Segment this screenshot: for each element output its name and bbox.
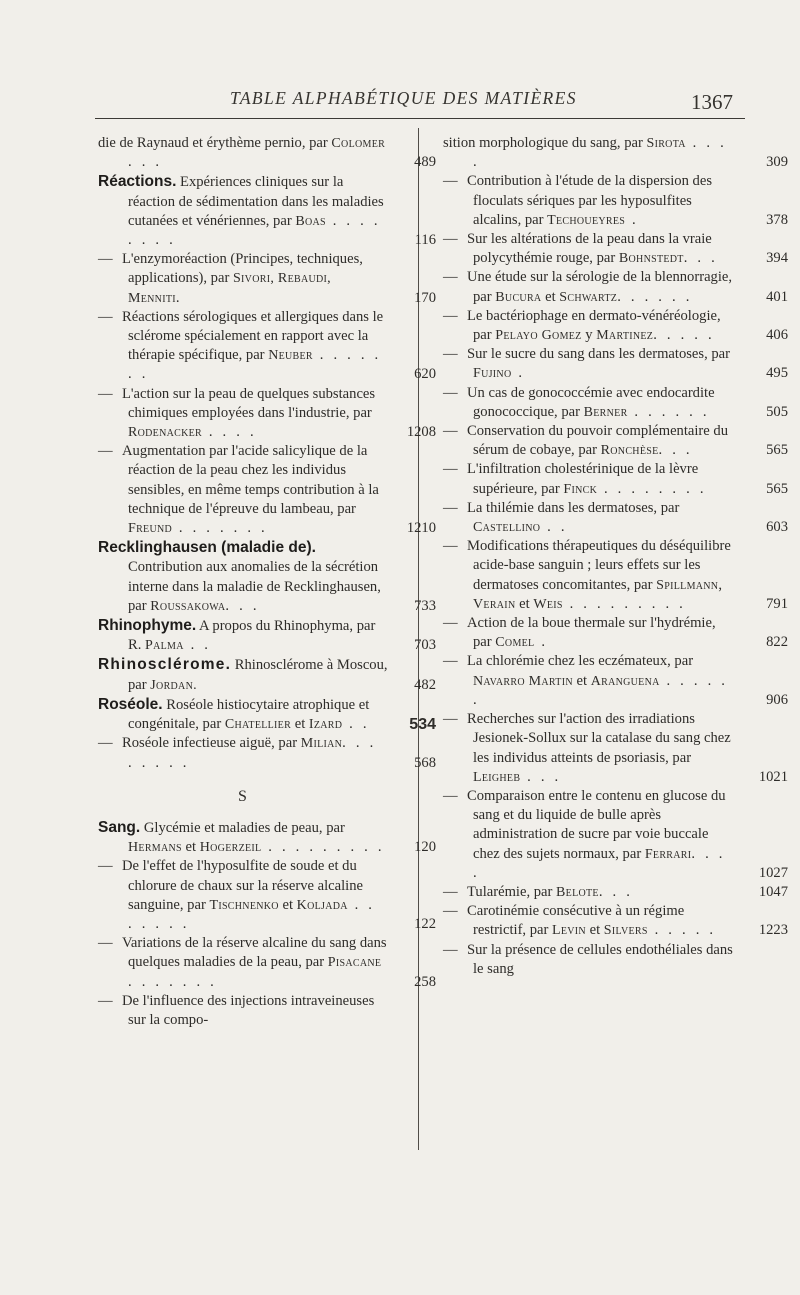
entry-text: Roséole infectieuse aiguë, par	[122, 735, 301, 752]
dot-leader: . . . . . .	[627, 403, 710, 420]
entry-text: Modifications thérapeutiques du déséquilibre acide-base sanguin ; leurs effets sur les dermatoses concomitantes, par	[467, 538, 731, 593]
entry-text: L'enzymoréaction (Principes, techniques, applications), par	[122, 251, 363, 287]
entry-author: Colomer	[331, 136, 386, 151]
entry-text: Augmentation par l'acide salicylique de la réaction de la peau chez les individus sensibles, en même temps contribution à la technique de l'épreuve du lambeau, par	[122, 443, 379, 517]
page-reference: 568	[414, 754, 436, 771]
entry-dash: —	[443, 653, 458, 670]
index-entry	[98, 934, 436, 992]
dot-leader: . . . .	[202, 424, 257, 441]
entry-text: et	[181, 839, 200, 856]
right-column	[443, 134, 788, 979]
entry-author: Finck	[563, 481, 598, 497]
dot-leader: . . . . . . . .	[128, 212, 381, 249]
dot-leader: . . . . . .	[473, 672, 729, 708]
entry-author: Castellino	[473, 520, 541, 536]
index-entry	[98, 442, 436, 538]
entry-text: et	[585, 922, 604, 939]
entry-author: Berner	[583, 404, 628, 420]
index-entry	[98, 134, 436, 172]
entry-text: Glycémie et maladies de peau, par	[140, 819, 345, 836]
index-entry	[443, 883, 788, 902]
page-reference: 565	[766, 442, 788, 459]
entry-dash: —	[443, 346, 458, 363]
entry-author: Fujino	[473, 366, 512, 382]
entry-text: De l'influence des injections intraveineuses sur la compo-	[122, 992, 375, 1028]
dot-leader: . . .	[225, 597, 260, 614]
entry-text: et	[515, 595, 534, 612]
entry-author: Milian	[300, 736, 343, 752]
dot-leader: . . . . . . .	[128, 896, 376, 932]
entry-text: Recherches sur l'action des irradiations Jesionek-Sollux sur la catalase du sang chez les individus atteints de psoriasis, par	[467, 711, 731, 766]
index-entry	[98, 992, 388, 1030]
entry-dash: —	[443, 711, 458, 728]
page-reference: 406	[766, 327, 788, 344]
index-entry-headword	[98, 818, 436, 857]
entry-text: Expériences cliniques sur la réaction de sédimentation dans les maladies cutanées et vénériennes, par	[128, 174, 384, 229]
page-reference: 120	[414, 839, 436, 856]
entry-dash: —	[443, 787, 458, 804]
page-reference: 505	[766, 403, 788, 420]
entry-text: Contribution aux anomalies de la sécrétion interne dans la maladie de Recklinghausen, par	[128, 559, 381, 614]
entry-text: Carotinémie consécutive à un régime restrictif, par	[467, 903, 685, 939]
entry-author: Weis	[533, 596, 563, 612]
entry-text: Conservation du pouvoir complémentaire du sérum de cobaye, par	[467, 423, 729, 459]
entry-author: Sirota	[646, 136, 686, 151]
entry-author: Bucura	[495, 289, 542, 305]
dot-leader: . . . .	[473, 135, 727, 171]
index-entry	[443, 537, 788, 614]
index-entry	[98, 308, 436, 385]
index-entry	[443, 499, 788, 537]
entry-text: et	[541, 288, 560, 305]
entry-author: Rodenacker	[128, 425, 203, 441]
page-reference: 565	[766, 480, 788, 497]
dot-leader: . . . . . . .	[128, 347, 382, 383]
entry-headword: Recklinghausen (maladie de).	[98, 539, 316, 557]
dot-leader: . . . . . . .	[128, 973, 218, 990]
entry-headword: Rhinophyme.	[98, 617, 197, 635]
entry-author: Hogerzeil	[199, 840, 262, 856]
entry-dash: —	[443, 307, 458, 324]
entry-text: Le bactériophage en dermato-vénéréologie, par	[467, 307, 721, 344]
entry-dash: —	[443, 269, 458, 286]
entry-text: Sur les altérations de la peau dans la vraie polycythémie rouge, par	[467, 231, 712, 267]
entry-author: Aranguena	[590, 673, 660, 689]
page-reference: 1208	[406, 424, 436, 441]
entry-author: Sivori, Rebaudi, Menniti	[128, 271, 331, 306]
entry-author: Silvers	[603, 923, 648, 939]
running-header	[95, 86, 745, 118]
page-reference: 620	[414, 366, 436, 383]
entry-author: Navarro Martin	[473, 673, 573, 689]
index-entry	[443, 134, 788, 172]
page-reference: 309	[766, 154, 788, 171]
entry-dash: —	[443, 883, 458, 900]
index-entry	[443, 230, 788, 268]
page-reference: 258	[414, 973, 436, 990]
entry-text: et	[278, 896, 297, 913]
entry-dash: —	[443, 538, 458, 555]
dot-leader: . .	[183, 637, 212, 654]
entry-author: Comel	[495, 635, 535, 651]
page-reference: 703	[414, 637, 436, 654]
index-entry	[443, 902, 788, 940]
entry-text: sition morphologique du sang, par	[443, 135, 647, 151]
page-reference: 170	[414, 289, 436, 306]
entry-author: Pelayo Gomez	[495, 328, 582, 344]
index-entry	[443, 345, 788, 383]
page-reference: 482	[414, 676, 436, 693]
dot-leader: . . .	[520, 768, 562, 785]
entry-text: Sur la présence de cellules endothéliales dans le sang	[467, 941, 733, 977]
entry-text: Une étude sur la sérologie de la blennorragie, par	[467, 269, 733, 305]
index-entry	[443, 787, 788, 883]
index-entry	[443, 710, 788, 787]
index-entry-headword	[98, 616, 436, 655]
dot-leader: . . . . . .	[617, 288, 693, 305]
index-entry	[98, 857, 436, 934]
dot-leader: . . . . . . .	[172, 520, 268, 537]
entry-text: Sur le sucre du sang dans les dermatoses, par	[467, 346, 731, 363]
index-entry	[98, 734, 436, 772]
entry-author: Tischnenko	[209, 897, 279, 913]
dot-leader: . . .	[598, 883, 634, 900]
entry-text: Action de la boue thermale sur l'hydrémie, par	[467, 615, 716, 651]
entry-headword: Rhinosclérome.	[98, 656, 232, 674]
header-rule	[95, 118, 745, 119]
entry-text: y	[581, 327, 597, 344]
entry-author: Verain	[473, 596, 516, 612]
entry-author: Techoueyres	[547, 212, 626, 228]
index-entry	[443, 652, 788, 710]
entry-dash: —	[98, 443, 113, 460]
entry-text: Variations de la réserve alcaline du sang dans quelques maladies de la peau, par	[122, 935, 387, 971]
entry-dash: —	[443, 384, 458, 401]
entry-author: Freund	[128, 521, 173, 537]
entry-headword: Réactions.	[98, 173, 177, 191]
index-entry	[98, 250, 436, 308]
entry-text: Roséole histiocytaire atrophique et congénitale, par	[128, 696, 370, 733]
entry-dash: —	[98, 308, 113, 325]
running-title: TABLE ALPHABÉTIQUE DES MATIÈRES	[230, 88, 577, 108]
page-reference: 906	[766, 691, 788, 708]
entry-dash: —	[98, 992, 113, 1009]
entry-author: Hermans	[128, 840, 182, 856]
entry-dash: —	[443, 423, 458, 440]
entry-dash: —	[98, 935, 113, 952]
entry-text: Réactions sérologiques et allergiques dans le sclérome spécialement en rapport avec la thérapie spécifique, par	[122, 308, 384, 364]
page-number: 1367	[691, 90, 733, 114]
page-reference: 1210	[406, 520, 436, 537]
page-reference: 401	[766, 288, 788, 305]
entry-text: Tularémie, par	[467, 883, 557, 900]
entry-text: et	[572, 672, 591, 689]
entry-text: et	[291, 716, 309, 733]
entry-author: Ferrari	[644, 846, 692, 862]
index-entry-headword	[98, 655, 436, 694]
dot-leader: . .	[540, 519, 568, 536]
entry-dash: —	[443, 231, 458, 248]
page-reference: 489	[414, 154, 436, 171]
entry-dash: —	[443, 173, 458, 190]
entry-author: Pisacane	[327, 955, 382, 971]
entry-text: A propos du Rhinophyma, par R.	[128, 618, 376, 654]
index-entry	[443, 268, 788, 306]
entry-author: Levin	[552, 923, 586, 939]
page-reference: 394	[766, 250, 788, 267]
index-entry	[98, 385, 436, 443]
dot-leader: . . . . . . . .	[128, 735, 377, 771]
entry-author: Jordan.	[150, 677, 197, 693]
dot-leader: . .	[342, 716, 370, 733]
index-entry	[443, 941, 733, 979]
entry-headword: Sang.	[98, 818, 141, 836]
index-entry-headword	[98, 538, 436, 616]
entry-author: Boas	[295, 213, 326, 229]
entry-dash: —	[98, 385, 113, 402]
page-reference: 1047	[758, 883, 788, 900]
dot-leader: . . .	[128, 154, 163, 171]
dot-leader: . . .	[658, 442, 693, 459]
entry-author: Roussakowa	[150, 598, 226, 614]
entry-dash: —	[98, 735, 113, 752]
index-entry	[443, 384, 788, 422]
entry-dash: —	[443, 615, 458, 632]
dot-leader: . . . . .	[647, 922, 717, 939]
dot-leader: . . . . .	[653, 327, 715, 344]
page-reference: 378	[766, 211, 788, 228]
entry-author: Izard	[308, 717, 343, 733]
entry-dash: —	[98, 858, 113, 875]
left-column	[98, 134, 436, 1030]
entry-author: Palma	[145, 638, 184, 654]
entry-author: Ronchèse	[600, 443, 659, 459]
entry-author: Belote	[556, 884, 599, 900]
index-entry-headword	[98, 695, 436, 734]
entry-dash: —	[443, 941, 458, 958]
dot-leader: .	[534, 634, 549, 651]
dot-leader: .	[511, 365, 526, 382]
page-reference: 116	[414, 232, 436, 249]
page-reference: 1223	[758, 922, 788, 939]
page-reference: 791	[766, 595, 788, 612]
entry-author: Chatellier	[224, 717, 292, 733]
entry-dash: —	[443, 903, 458, 920]
entry-text: La chlorémie chez les eczémateux, par	[467, 653, 694, 670]
index-entry	[443, 614, 788, 652]
index-entry	[443, 422, 788, 460]
page-reference: 733	[414, 597, 436, 614]
entry-text: De l'effet de l'hyposulfite de soude et du chlorure de chaux sur la réserve alcaline sanguine, par	[122, 858, 363, 913]
page-reference: 534	[409, 716, 436, 734]
entry-dash: —	[98, 251, 113, 268]
entry-text: Contribution à l'étude de la dispersion des floculats sériques par les hyposulfites alcalins, par	[467, 173, 713, 228]
index-entry-headword	[98, 172, 436, 250]
dot-leader: . . . .	[473, 845, 726, 881]
dot-leader: . . . . . . . . .	[562, 595, 687, 612]
dot-leader: .	[625, 211, 639, 228]
entry-text: Un cas de gonococcémie avec endocardite gonococcique, par	[467, 384, 715, 420]
entry-text: Rhinosclérome à Moscou, par	[128, 657, 388, 693]
page-reference: 495	[766, 365, 788, 382]
entry-author: Spillmann	[656, 577, 719, 593]
entry-author: Neuber	[268, 348, 313, 364]
entry-text: L'infiltration cholestérinique de la lèvre supérieure, par	[467, 461, 699, 497]
index-entry	[443, 172, 788, 230]
page-reference: 122	[414, 915, 436, 932]
page-reference: 1027	[758, 864, 788, 881]
entry-dash: —	[443, 499, 458, 516]
dot-leader: . . . . . . . .	[597, 480, 707, 497]
entry-author: Martinez	[596, 328, 654, 344]
index-entry	[443, 460, 788, 498]
entry-author: Bohnstedt	[618, 251, 684, 267]
entry-text: La thilémie dans les dermatoses, par	[467, 499, 680, 516]
section-letter: S	[238, 787, 248, 805]
dot-leader: .	[175, 289, 183, 306]
page-reference: 603	[766, 519, 788, 536]
entry-text: die de Raynaud et érythème pernio, par	[98, 135, 332, 151]
dot-leader: . . .	[683, 250, 718, 267]
entry-text: L'action sur la peau de quelques substances chimiques employées dans l'industrie, par	[122, 385, 376, 421]
entry-author: Schwartz	[559, 289, 618, 305]
entry-headword: Roséole.	[98, 695, 163, 713]
entry-author: Leigheb	[473, 769, 521, 785]
page-reference: 822	[766, 634, 788, 651]
entry-text: ,	[718, 576, 722, 593]
dot-leader: . . . . . . . . .	[261, 839, 385, 856]
page-reference: 1021	[758, 768, 788, 785]
entry-text: Comparaison entre le contenu en glucose du sang et du liquide de bulle après administration de sucre par voie buccale chez des sujets normaux, par	[467, 787, 726, 862]
entry-author: Koljada	[296, 897, 348, 913]
index-entry	[443, 307, 788, 345]
entry-dash: —	[443, 461, 458, 478]
